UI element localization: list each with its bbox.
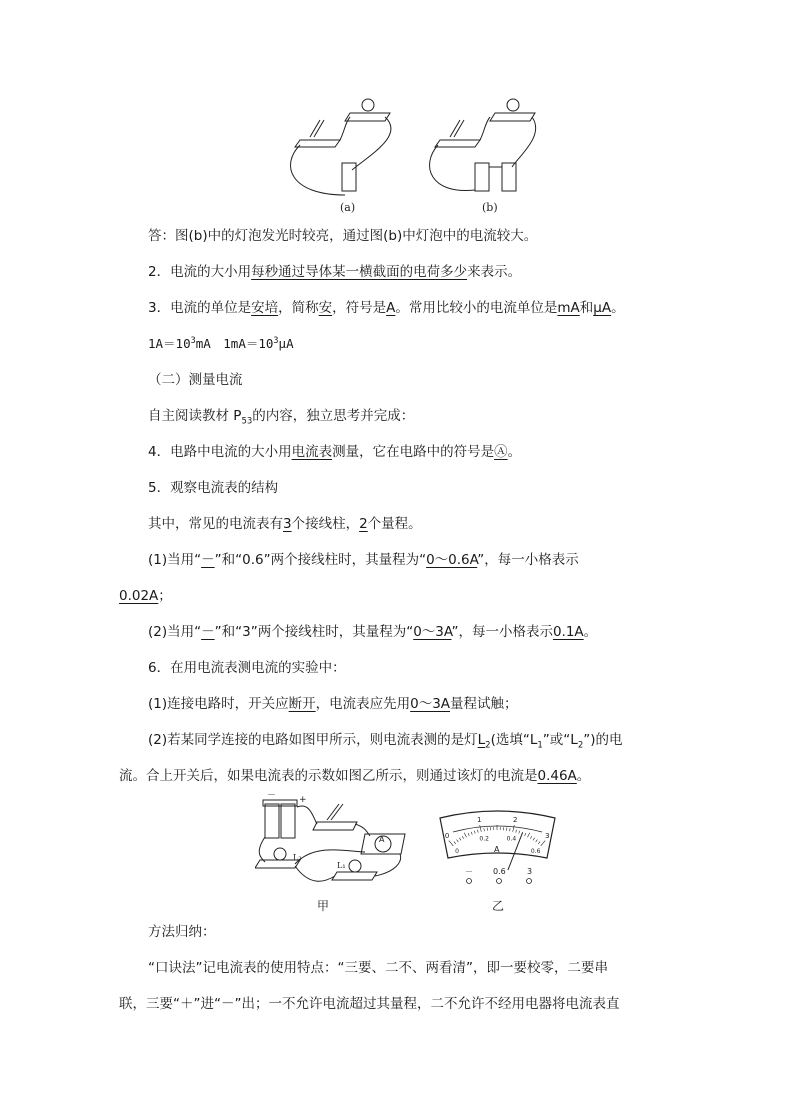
section-heading: （二）测量电流 (148, 372, 243, 388)
item-4: 4．电路中电流的大小用电流表测量，它在电路中的符号是Ⓐ。 (148, 444, 522, 460)
dial-tick (449, 841, 453, 846)
dial-tick (459, 838, 461, 841)
method-line-2: 联，三要“＋”进“－”出；一不允许电流超过其量程，二不允许不经用电器将电流表直 (119, 996, 620, 1012)
ammeter-figure-yi (435, 808, 560, 886)
scale-bottom-label: 0.4 (506, 835, 517, 843)
dial-tick (541, 841, 545, 846)
dial-tick (480, 825, 482, 832)
method-line-1: “口诀法”记电流表的使用特点：“三要、二不、两看清”，即一要校零，二要串 (148, 960, 608, 976)
scale-bottom-label: 0.6 (530, 847, 541, 855)
dial-tick (454, 842, 456, 844)
scale-top-label: 3 (545, 832, 550, 841)
scale-top-label: 0 (444, 832, 450, 841)
caption-jia: 甲 (317, 899, 330, 913)
caption-a: (a) (340, 201, 356, 214)
dial-tick (538, 842, 540, 844)
scale-bottom-label: 0.2 (479, 835, 489, 843)
circuit-figure-top (280, 95, 550, 215)
dial-tick (519, 831, 520, 834)
scale-top-label: 1 (477, 816, 482, 825)
item-5-text: 其中，常见的电流表有3个接线柱，2个量程。 (148, 516, 422, 532)
meter-a-label: A (494, 845, 500, 854)
dial-tick (484, 828, 485, 831)
terminal-label: 3 (527, 867, 533, 876)
dial-tick (536, 840, 538, 842)
meter-label: A (379, 835, 385, 844)
dial-tick (528, 833, 530, 837)
dial-tick (457, 840, 459, 842)
scale-bottom-label: 0 (455, 847, 459, 855)
label-l2: L₂ (293, 853, 302, 862)
dial-tick (510, 828, 511, 831)
answer-text: 答：图(b)中的灯泡发光时较亮，通过图(b)中灯泡中的电流较大。 (148, 228, 538, 244)
fill-blank: 每秒通过导体某一横截面的电荷多少 (251, 264, 468, 280)
dial-tick (533, 838, 535, 841)
dial-tick (471, 832, 472, 835)
scale-top-label: 2 (512, 816, 518, 825)
item-6-2: (2)若某同学连接的电路如图甲所示，则电流表测的是灯$L_2$(选填“$L_1$”或“$L_2$”)的电 (148, 732, 623, 751)
caption-b: (b) (482, 201, 498, 214)
dial-tick (462, 836, 463, 839)
item-6: 6．在用电流表测电流的实验中： (148, 660, 346, 676)
label-l1: L₁ (337, 861, 346, 870)
dial-tick (474, 831, 475, 834)
unit-conversion: $1A=10^3mA$ $1mA=10^3\mu A$ (148, 335, 294, 351)
item-5-1-cont: 0.02A； (119, 588, 172, 604)
item-5-2: (2)当用“－”和“3”两个接线柱时，其量程为“0～3A”，每一小格表示0.1A。 (148, 624, 598, 640)
minus-sign: － (267, 792, 277, 801)
dial-tick (468, 833, 469, 836)
dial-tick (525, 833, 526, 836)
method-heading: 方法归纳： (148, 924, 216, 940)
item-6-1: (1)连接电路时，开关应断开，电流表应先用0～3A量程试触； (148, 696, 518, 712)
terminal-label: 0.6 (493, 867, 506, 876)
item-2: 2．电流的大小用每秒通过导体某一横截面的电荷多少来表示。 (148, 264, 522, 280)
item-5-1: (1)当用“－”和“0.6”两个接线柱时，其量程为“0～0.6A”，每一小格表示 (148, 552, 579, 568)
item-5: 5．观察电流表的结构 (148, 480, 279, 496)
dial-tick (513, 825, 515, 832)
circuit-figure-jia (255, 792, 415, 892)
terminal-label: － (465, 867, 473, 876)
reading-instruction: 自主阅读教材 $P_{53}$的内容，独立思考并完成： (148, 408, 415, 427)
item-6-2-cont: 流。合上开关后，如果电流表的示数如图乙所示，则通过该灯的电流是0.46A。 (119, 768, 591, 784)
caption-yi: 乙 (492, 899, 505, 913)
dial-tick (464, 833, 466, 837)
plus-sign: + (299, 795, 307, 805)
dial-tick (477, 830, 478, 833)
dial-tick (530, 836, 531, 839)
dial-tick (516, 830, 517, 833)
item-3: 3．电流的单位是安培，简称安，符号是A。常用比较小的电流单位是mA和μA。 (148, 300, 625, 316)
